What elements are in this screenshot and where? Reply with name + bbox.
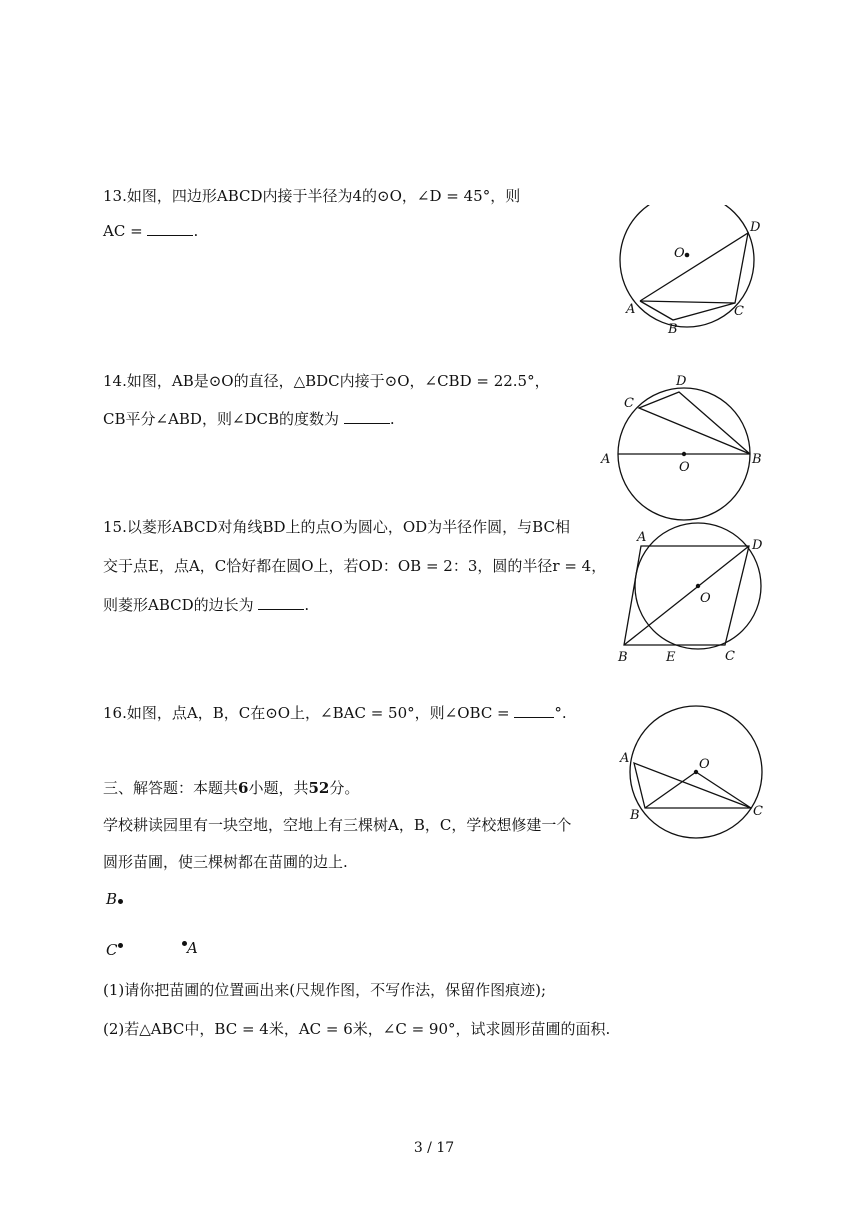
q15-answer-prefix: 则菱形ABCD的边长为 [103,596,254,614]
q15-figure [608,522,778,672]
q16-label-A: A [620,751,630,766]
q17-point-B-label: B [106,890,118,908]
q17-part1: (1)请你把苗圃的位置画出来(尺规作图，不写作法，保留作图痕迹); [103,981,547,999]
q14-answer-blank [344,409,390,424]
q17-part2: (2)若△ABC中，BC = 4米，AC = 6米，∠C = 90°，试求圆形苗圃的面积. [103,1020,611,1038]
q13-answer-suffix: . [193,222,199,240]
q13-label-B: B [668,322,678,337]
q15-answer-blank [258,595,304,610]
q13-label-C: C [734,304,744,319]
q15-line1: 15.以菱形ABCD对角线BD上的点O为圆心，OD为半径作圆，与BC相 [103,518,570,536]
q17-line2: 圆形苗圃，使三棵树都在苗圃的边上. [103,853,348,871]
q17-point-A-label: A [187,939,198,957]
q13-line2 [103,221,198,241]
q17-point-C [118,943,123,948]
q16-answer-suffix: °. [554,704,567,722]
q16-label-B: B [630,808,640,823]
q15-label-C: C [725,649,735,664]
q14-line2 [103,409,395,429]
q15-label-E: E [666,650,676,665]
q16-answer-blank [514,703,554,718]
q14-label-A: A [601,452,611,467]
q14-label-B: B [752,452,762,467]
q16-label-C: C [753,804,763,819]
q13-label-O: O [674,246,685,261]
q15-answer-suffix: . [304,596,310,614]
q15-line3 [103,595,309,615]
q13-label-D: D [750,220,761,235]
q15-label-A: A [637,530,647,545]
section3-heading [103,778,359,798]
page-number: 3 / 17 [413,1140,455,1156]
q14-label-D: D [676,374,687,389]
q15-label-O: O [700,591,711,606]
q17-line1: 学校耕读园里有一块空地，空地上有三棵树A，B，C，学校想修建一个 [103,816,572,834]
q13-figure [610,205,770,340]
q16-line1 [103,703,567,723]
q13-label-A: A [626,302,636,317]
q17-point-B [118,899,123,904]
q14-answer-prefix: CB平分∠ABD，则∠DCB的度数为 [103,410,340,428]
q14-answer-suffix: . [389,410,395,428]
section3-question-count: 6 [238,779,249,797]
q16-label-O: O [699,757,710,772]
q14-line1: 14.如图，AB是⊙O的直径，△BDC内接于⊙O，∠CBD = 22.5°， [103,372,550,390]
q15-label-B: B [618,650,628,665]
section3-total-points: 52 [308,779,330,797]
q13-answer-prefix: AC = [103,222,143,240]
q17-point-C-label: C [106,941,118,959]
q16-figure [608,700,778,840]
section3-heading-prefix: 三、解答题：本题共 [103,779,239,797]
q14-figure [596,370,776,525]
q15-line2: 交于点E，点A，C恰好都在圆O上，若OD：OB = 2：3，圆的半径r = 4， [103,557,607,575]
q14-label-C: C [624,396,634,411]
q15-label-D: D [752,538,763,553]
q13-line1: 13.如图，四边形ABCD内接于半径为4的⊙O，∠D = 45°，则 [103,187,521,205]
section3-heading-suffix: 分。 [329,779,360,797]
q13-answer-blank [147,221,193,236]
q14-label-O: O [679,460,690,475]
section3-heading-mid: 小题，共 [248,779,309,797]
q16-answer-prefix: 16.如图，点A，B，C在⊙O上，∠BAC = 50°，则∠OBC = [103,704,510,722]
